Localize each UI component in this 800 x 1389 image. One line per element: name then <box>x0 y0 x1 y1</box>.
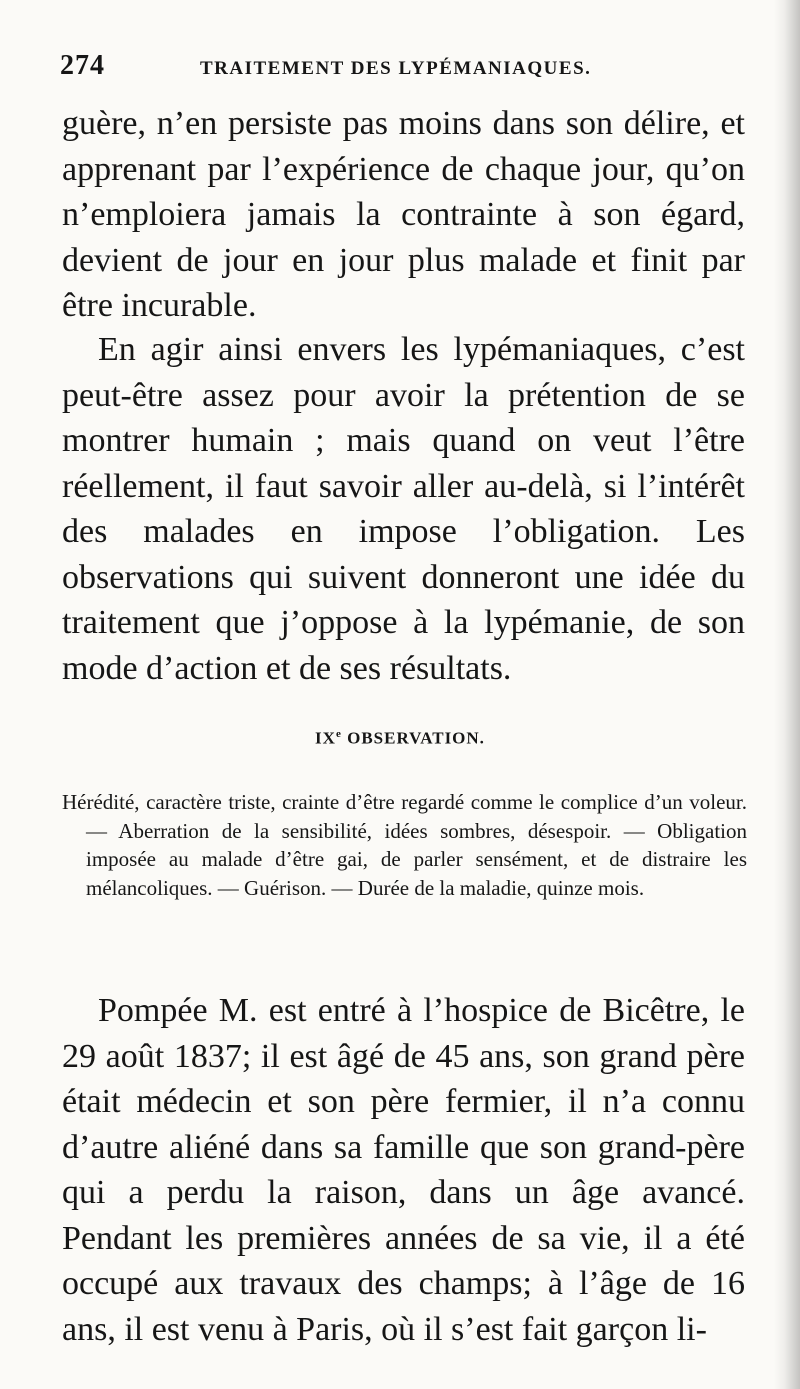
running-title: TRAITEMENT DES LYPÉMANIAQUES. <box>200 58 592 79</box>
observation-numeral: IX <box>315 728 336 748</box>
page-header <box>60 50 750 86</box>
observation-summary <box>62 788 747 902</box>
paragraph-lypemaniacs: En agir ainsi envers les lypémaniaques, c’est peut-être assez pour avoir la prétention de se montrer humain ; mais quand on veut l’être réellement, il faut savoir aller au-delà, si l’intérêt des malades en impose l’obligation. Les observations qui suivent donneront une idée du traitement que j’oppose à la lypémanie, de son mode d’action et de ses résultats. <box>62 331 745 687</box>
observation-superscript: e <box>335 728 342 740</box>
observation-label: OBSERVATION. <box>347 728 485 748</box>
paragraph-case-pompee: Pompée M. est entré à l’hospice de Bicêtre, le 29 août 1837; il est âgé de 45 ans, son grand père était médecin et son père fermier, il n’a connu d’autre aliéné dans sa famille que son grand-père qui a perdu la raison, dans un âge avancé. Pendant les premières années de sa vie, il a été occupé aux travaux des champs; à l’âge de 16 ans, il est venu à Paris, où il s’est fait garçon li- <box>62 992 745 1348</box>
page-number: 274 <box>60 50 105 81</box>
observation-summary-text: Hérédité, caractère triste, crainte d’être regardé comme le complice d’un voleur. — Aberration de la sensibilité, idées sombres, désespoir. — Obligation imposée au malade d’être gai, de parler sensément, et de distraire les mélancoliques. — Guérison. — Durée de la maladie, quinze mois. <box>62 790 747 900</box>
page-binding-shadow <box>774 0 800 1389</box>
paragraph-continuation: guère, n’en persiste pas moins dans son délire, et apprenant par l’expérience de chaque jour, qu’on n’emploiera jamais la contrainte à son égard, devient de jour en jour plus malade et finit par être incurable. <box>62 105 745 324</box>
observation-heading <box>0 728 800 749</box>
